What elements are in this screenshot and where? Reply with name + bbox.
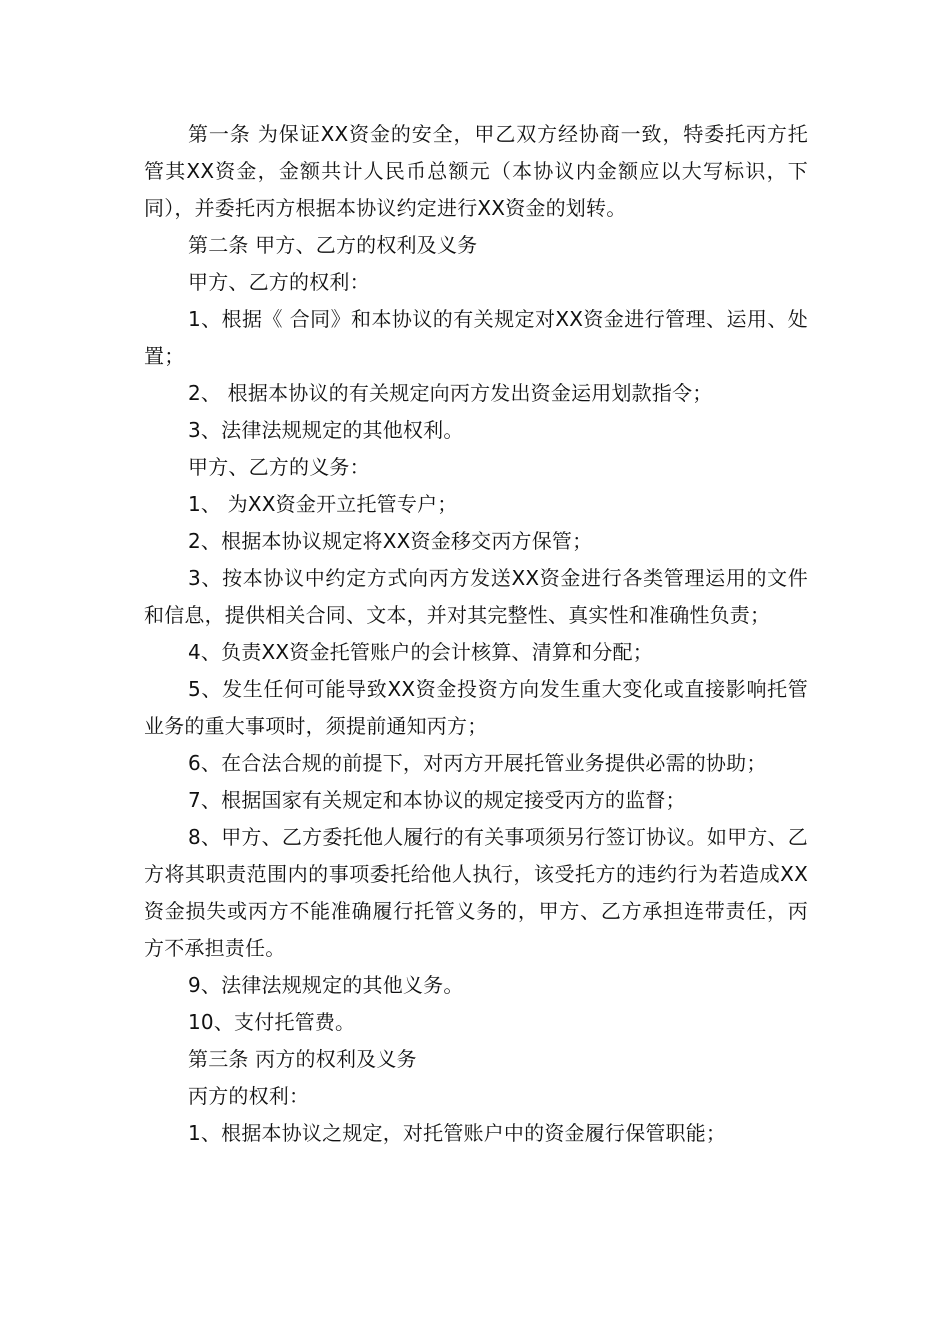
duties-item-3: 3、按本协议中约定方式向丙方发送XX资金进行各类管理运用的文件和信息，提供相关合同、文本，并对其完整性、真实性和准确性负责；: [144, 566, 808, 627]
party-ab-duties-heading: 甲方、乙方的义务：: [188, 455, 370, 479]
duties-item-8: 8、甲方、乙方委托他人履行的有关事项须另行签订协议。如甲方、乙方将其职责范围内的事项委托给他人执行，该受托方的违约行为若造成XX资金损失或丙方不能准确履行托管义务的，甲方、乙方承担连带责任，丙方不承担责任。: [144, 825, 808, 960]
rights-item-2: 2、 根据本协议的有关规定向丙方发出资金运用划款指令；: [188, 381, 713, 405]
duties-item-4: 4、负责XX资金托管账户的会计核算、清算和分配；: [188, 640, 653, 664]
party-c-rights-heading: 丙方的权利：: [188, 1084, 310, 1108]
article-2-heading: 第二条 甲方、乙方的权利及义务: [188, 233, 478, 257]
duties-item-9: 9、法律法规规定的其他义务。: [188, 973, 464, 997]
party-ab-rights-heading: 甲方、乙方的权利：: [188, 270, 370, 294]
party-c-rights-item-1: 1、根据本协议之规定，对托管账户中的资金履行保管职能；: [188, 1121, 727, 1145]
rights-item-1: 1、根据《 合同》和本协议的有关规定对XX资金进行管理、运用、处置；: [144, 307, 808, 368]
article-3-heading: 第三条 丙方的权利及义务: [188, 1047, 417, 1071]
duties-item-10: 10、支付托管费。: [188, 1010, 356, 1034]
rights-item-3: 3、法律法规规定的其他权利。: [188, 418, 464, 442]
duties-item-2: 2、根据本协议规定将XX资金移交丙方保管；: [188, 529, 593, 553]
duties-item-1: 1、 为XX资金开立托管专户；: [188, 492, 458, 516]
duties-item-7: 7、根据国家有关规定和本协议的规定接受丙方的监督；: [188, 788, 686, 812]
duties-item-6: 6、在合法合规的前提下，对丙方开展托管业务提供必需的协助；: [188, 751, 767, 775]
article-1-paragraph: 第一条 为保证XX资金的安全，甲乙双方经协商一致，特委托丙方托管其XX资金，金额共计人民币总额元（本协议内金额应以大写标识，下同），并委托丙方根据本协议约定进行XX资金的划转。: [144, 122, 808, 220]
document-body: [144, 116, 808, 1152]
duties-item-5: 5、发生任何可能导致XX资金投资方向发生重大变化或直接影响托管业务的重大事项时，须提前通知丙方；: [144, 677, 808, 738]
